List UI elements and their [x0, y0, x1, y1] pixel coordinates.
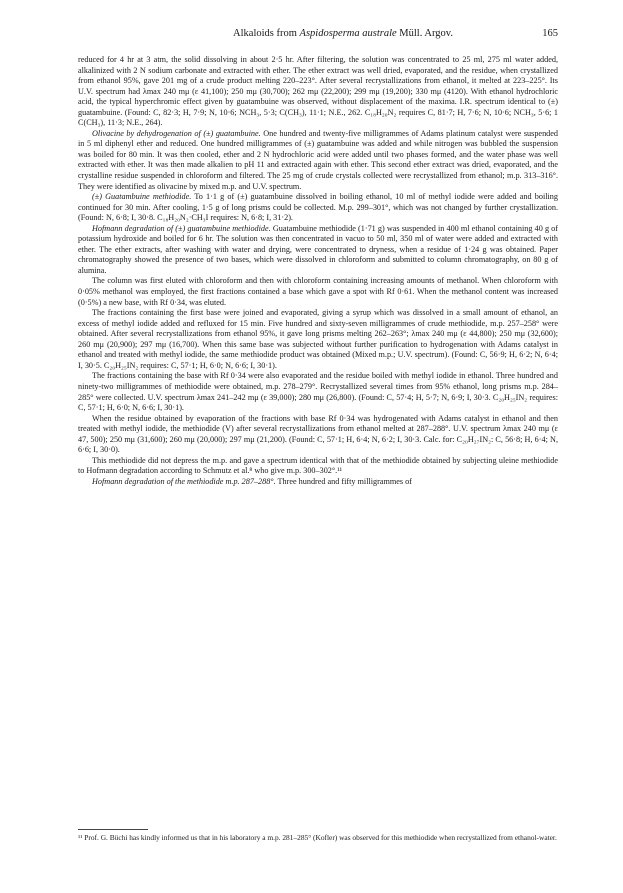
paragraph-text: Three hundred and fifty milligrammes of [275, 476, 412, 486]
paragraph-text: This methiodide did not depress the m.p. and gave a spectrum identical with that of the methiodide obtained by subjecting uleine methiodide to Hofmann degradation according to Schmutz et al.⁸ who give m.p. 300–302°.¹¹ [78, 455, 558, 476]
paragraph-text: One hundred and twenty-five milligrammes of Adams platinum catalyst were suspended in 5 ml diphenyl ether and reduced. One hundred milligrammes of (±) guatambuine was added and while nitrogen was bubbled the suspension was boiled for 80 min. It was then cooled, ether and 2 N hydrochloric acid were added until two phases formed, and the water phase was well extracted with ether. It was then made alkalien to pH 11 and extracted again with ether. This second ether extract was dried, evaporated, and the crystalline residue suspended in chloroform and filtered. The 25 mg of crude crystals collected were recrystallized from ethanol; m.p. 313–316°. They were identified as olivacine by mixed m.p. and U.V. spectrum. [78, 128, 558, 191]
section-heading: Olivacine by dehydrogenation of (±) guatambuine. [92, 128, 261, 138]
paragraph-text: The fractions containing the base with Rf 0·34 were also evaporated and the residue boiled with methyl iodide in ethanol. Three hundred and ninety-two milligrammes of methiodide were obtained, m.p. 278–279°. Recrystallized several times from 95% ethanol, long prisms m.p. 284–285° were collected. U.V. spectrum λmax 241–242 mμ (ε 39,000); 280 mμ (26,800). (Found: C, 57·4; H, 5·7; N, 6·9; I, 30·3. C₂₀H₂₅IN₂ requires: C, 57·1; H, 6·0; N, 6·6; I, 30·1). [78, 371, 558, 413]
paragraph-text: Guatambuine methiodide (1·71 g) was suspended in 400 ml ethanol containing 40 g of potassium hydroxide and boiled for 6 hr. The solution was then concentrated in vacuo to 50 ml, 350 ml of water were added and extracted with ether. The ether extracts, after washing with water and drying, were concentrated to dryness, when a residue of 1·24 g was obtained. Paper chromatography showed the presence of two bases, which were dissolved in chloroform and submitted to column chromatography, on 80 g of alumina. [78, 223, 558, 275]
running-title-prefix: Alkaloids from [233, 28, 300, 39]
paragraph [78, 55, 558, 129]
paragraph [78, 456, 558, 477]
body-text [78, 55, 558, 487]
section-heading: (±) Guatambuine methiodide. [92, 192, 192, 202]
paragraph [78, 308, 558, 371]
running-title [168, 28, 518, 39]
paragraph-text: reduced for 4 hr at 3 atm, the solid dissolving in about 2·5 hr. After filtering, the solution was concentrated to 25 ml, 275 ml water added, alkalinized with 2 N sodium carbonate and extracted with ether. The ether extract was well dried, evaporated, and the residue, when crystallized from ethanol 95%, gave 201 mg of a crude product melting 220–223°. After several recrystallizations from ethanol, it melted at 223–225°. Its U.V. spectrum had λmax 240 mμ (ε 41,100); 250 mμ (30,700); 262 mμ (22,200); 299 mμ (19,200); 330 mμ (4120). With ethanol hydrochloric acid, the typical hyperchromic effect given by guatambuine was observed, without displacement of the maxima. I.R. spectrum identical to (±) guatambuine. (Found: C, 82·3; H, 7·9; N, 10·6; NCH₃, 5·3; C(CH₃), 11·1; N.E., 262. C₁₈H₂₀N₂ requires C, 81·7; H, 7·6; N, 10·6; NCH₃, 5·6; 1 C(CH₃), 11·3; N.E., 264). [78, 55, 558, 128]
section-heading: Hofmann degradation of the methiodide m.p. 287–288°. [92, 476, 276, 486]
section-heading: Hofmann degradation of (±) guatambuine methiodide. [92, 223, 271, 233]
paragraph [78, 414, 558, 456]
paragraph [78, 129, 558, 192]
running-header [78, 28, 558, 44]
paragraph [78, 276, 558, 308]
footnote: ¹¹ Prof. G. Büchi has kindly informed us that in his laboratory a m.p. 281–285° (Kofler) was observed for this methiodide when recrystallized from ethanol-water. [78, 833, 557, 842]
paragraph-text: To 1·1 g of (±) guatambuine dissolved in boiling ethanol, 10 ml of methyl iodide were added and boiling continued for 30 min. After cooling, 1·5 g of long prisms could be collected. M.p. 299–301°, which was not changed by further crystallization. (Found: N, 6·8; I, 30·8. C₁₈H₂₀N₂·CH₃I requires: N, 6·8; I, 31·2). [78, 192, 558, 223]
footnote-rule [78, 829, 148, 830]
paragraph-text: The column was first eluted with chloroform and then with chloroform containing increasing amounts of methanol. When chloroform with 0·05% methanol was employed, the first fractions contained a base which gave a spot with Rf 0·61. When the methanol content was increased (0·5%) a new base, with Rf 0·34, was eluted. [78, 276, 558, 307]
paragraph [78, 192, 558, 224]
page-number: 165 [542, 28, 558, 39]
running-title-species: Aspidosperma australe [299, 28, 397, 39]
running-title-suffix: Müll. Argov. [396, 28, 453, 39]
paragraph [78, 371, 558, 413]
paragraph [78, 477, 558, 488]
paragraph-text: The fractions containing the first base were joined and evaporated, giving a syrup which was dissolved in a small amount of ethanol, an excess of methyl iodide added and refluxed for 15 min. Five hundred and sixty-seven milligrammes of crude methiodide, m.p. 257–258° were obtained. After several recrystallizations from ethanol 95%, it gave long prisms melting 262–263°; λmax 240 mμ (ε 44,800); 250 mμ (32,600); 260 mμ (20,900); 297 mμ (16,700). When this same base was subjected without further purification to hydrogenation with Adams catalyst in ethanol and treated with methyl iodide, the same methiodide product was obtained (Mixed m.p.; U.V. spectrum). (Found: C, 56·9; H, 6·2; N, 6·4; I, 30·5. C₂₀H₂₅IN₂ requires: C, 57·1; H, 6·0; N, 6·6; I, 30·1). [78, 308, 558, 370]
paragraph [78, 224, 558, 277]
paragraph-text: When the residue obtained by evaporation of the fractions with base Rf 0·34 was hydrogenated with Adams catalyst in ethanol and then treated with methyl iodide, the methiodide (V) after several recrystallizations from ethanol melted at 287–288°. U.V. spectrum λmax 240 mμ (ε 47, 500); 250 mμ (31,600); 260 mμ (20,000); 297 mμ (21,200). (Found: C, 57·1; H, 6·4; N, 6·2; I, 30·3. Calc. for: C₂₀H₂₇IN₂: C, 56·8; H, 6·4; N, 6·6; I, 30·0). [78, 413, 558, 455]
